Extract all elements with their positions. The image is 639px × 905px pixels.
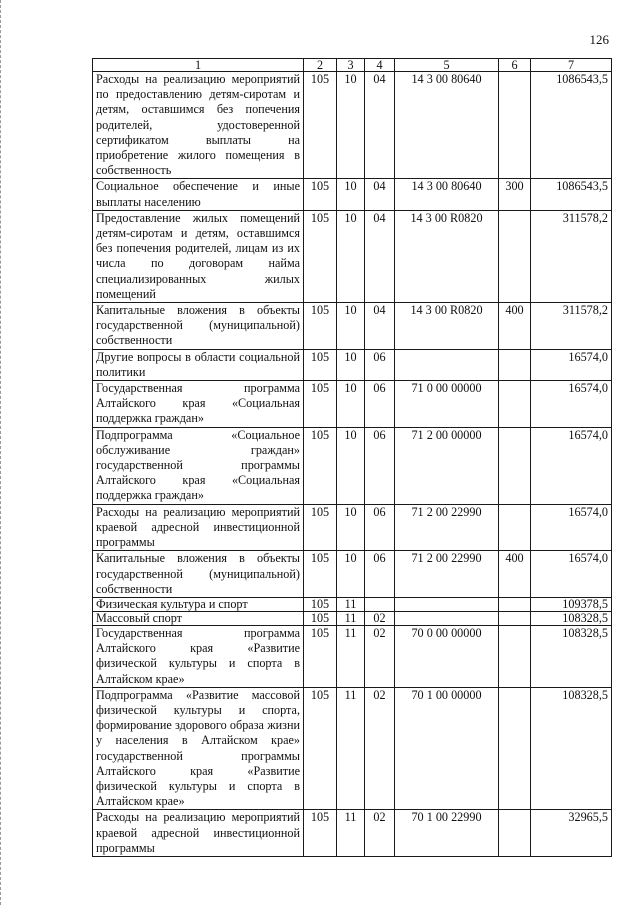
row-section: 11 [337,687,365,810]
table-row [93,597,612,611]
row-section: 11 [337,625,365,687]
row-expense-type: 400 [499,551,531,598]
row-code: 105 [304,551,337,598]
row-code: 105 [304,72,337,179]
row-amount: 16574,0 [531,427,612,504]
row-section: 10 [337,381,365,428]
row-amount: 16574,0 [531,381,612,428]
row-amount: 108328,5 [531,687,612,810]
header-col-6: 6 [499,59,531,72]
row-expense-type [499,504,531,551]
row-target: 71 2 00 22990 [395,551,499,598]
row-target [395,611,499,625]
row-section: 10 [337,303,365,350]
table-row [93,179,612,210]
budget-table [92,58,612,857]
row-section: 10 [337,72,365,179]
row-name: Социальное обеспечение и иные выплаты населению [93,179,304,210]
table-row [93,611,612,625]
row-subsection: 02 [365,687,395,810]
header-col-5: 5 [395,59,499,72]
row-expense-type [499,210,531,302]
header-col-3: 3 [337,59,365,72]
row-subsection: 06 [365,349,395,380]
row-section: 10 [337,179,365,210]
row-target: 70 0 00 00000 [395,625,499,687]
row-amount: 108328,5 [531,625,612,687]
row-code: 105 [304,810,337,857]
row-code: 105 [304,427,337,504]
row-expense-type [499,625,531,687]
row-target: 70 1 00 00000 [395,687,499,810]
scan-edge-border [0,0,4,905]
row-subsection: 06 [365,504,395,551]
row-code: 105 [304,687,337,810]
table-row [93,810,612,857]
row-amount: 1086543,5 [531,179,612,210]
row-code: 105 [304,597,337,611]
row-subsection: 02 [365,611,395,625]
row-target: 71 2 00 22990 [395,504,499,551]
row-expense-type [499,72,531,179]
row-target: 14 3 00 80640 [395,72,499,179]
row-expense-type [499,381,531,428]
row-subsection: 04 [365,303,395,350]
row-name: Физическая культура и спорт [93,597,304,611]
row-subsection [365,597,395,611]
row-code: 105 [304,611,337,625]
row-amount: 311578,2 [531,303,612,350]
row-amount: 108328,5 [531,611,612,625]
row-amount: 1086543,5 [531,72,612,179]
row-amount: 16574,0 [531,504,612,551]
row-expense-type: 300 [499,179,531,210]
row-code: 105 [304,179,337,210]
row-code: 105 [304,210,337,302]
row-section: 10 [337,551,365,598]
row-target: 71 2 00 00000 [395,427,499,504]
row-expense-type [499,597,531,611]
row-name: Капитальные вложения в объекты государственной (муниципальной) собственности [93,551,304,598]
table-row [93,687,612,810]
row-target [395,349,499,380]
row-code: 105 [304,349,337,380]
row-name: Расходы на реализацию мероприятий краевой адресной инвестиционной программы [93,504,304,551]
row-target: 14 3 00 80640 [395,179,499,210]
row-subsection: 06 [365,427,395,504]
row-subsection: 02 [365,625,395,687]
row-subsection: 04 [365,72,395,179]
table-body [93,72,612,857]
row-name: Государственная программа Алтайского края «Развитие физической культуры и спорта в Алтайском крае» [93,625,304,687]
header-col-4: 4 [365,59,395,72]
row-target: 14 3 00 R0820 [395,303,499,350]
row-expense-type [499,611,531,625]
row-amount: 32965,5 [531,810,612,857]
row-subsection: 04 [365,210,395,302]
table-row [93,210,612,302]
row-name: Подпрограмма «Социальное обслуживание граждан» государственной программы Алтайского края «Социальная поддержка граждан» [93,427,304,504]
row-subsection: 06 [365,551,395,598]
table-row [93,551,612,598]
header-col-2: 2 [304,59,337,72]
page-number: 126 [589,32,609,47]
row-name: Предоставление жилых помещений детям-сиротам и детям, оставшимся без попечения родителей, лицам из их числа по договорам найма специализированных жилых помещений [93,210,304,302]
table-row [93,381,612,428]
row-name: Подпрограмма «Развитие массовой физической культуры и спорта, формирование здорового образа жизни у населения в Алтайском крае» государственной программы Алтайского края «Развитие физической культуры и спорта в Алтайском крае» [93,687,304,810]
row-subsection: 06 [365,381,395,428]
table-header-row [93,59,612,72]
row-section: 11 [337,611,365,625]
row-amount: 109378,5 [531,597,612,611]
row-expense-type: 400 [499,303,531,350]
table-row [93,427,612,504]
table-row [93,349,612,380]
row-name: Капитальные вложения в объекты государственной (муниципальной) собственности [93,303,304,350]
row-code: 105 [304,303,337,350]
row-name: Государственная программа Алтайского края «Социальная поддержка граждан» [93,381,304,428]
row-code: 105 [304,381,337,428]
table-row [93,625,612,687]
row-subsection: 04 [365,179,395,210]
row-amount: 311578,2 [531,210,612,302]
row-amount: 16574,0 [531,349,612,380]
header-col-7: 7 [531,59,612,72]
row-subsection: 02 [365,810,395,857]
row-target: 70 1 00 22990 [395,810,499,857]
row-expense-type [499,810,531,857]
row-code: 105 [304,625,337,687]
table-row [93,504,612,551]
row-section: 11 [337,597,365,611]
row-amount: 16574,0 [531,551,612,598]
row-section: 10 [337,504,365,551]
row-name: Расходы на реализацию мероприятий по предоставлению детям-сиротам и детям, оставшимся без попечения родителей, удостоверенной сертификатом выплаты на приобретение жилого помещения в собственность [93,72,304,179]
header-col-1: 1 [93,59,304,72]
row-expense-type [499,427,531,504]
row-name: Массовый спорт [93,611,304,625]
row-code: 105 [304,504,337,551]
row-expense-type [499,349,531,380]
row-target: 14 3 00 R0820 [395,210,499,302]
row-name: Расходы на реализацию мероприятий краевой адресной инвестиционной программы [93,810,304,857]
row-target [395,597,499,611]
row-name: Другие вопросы в области социальной политики [93,349,304,380]
row-expense-type [499,687,531,810]
row-target: 71 0 00 00000 [395,381,499,428]
row-section: 10 [337,210,365,302]
table-row [93,72,612,179]
table-row [93,303,612,350]
row-section: 10 [337,349,365,380]
row-section: 11 [337,810,365,857]
row-section: 10 [337,427,365,504]
